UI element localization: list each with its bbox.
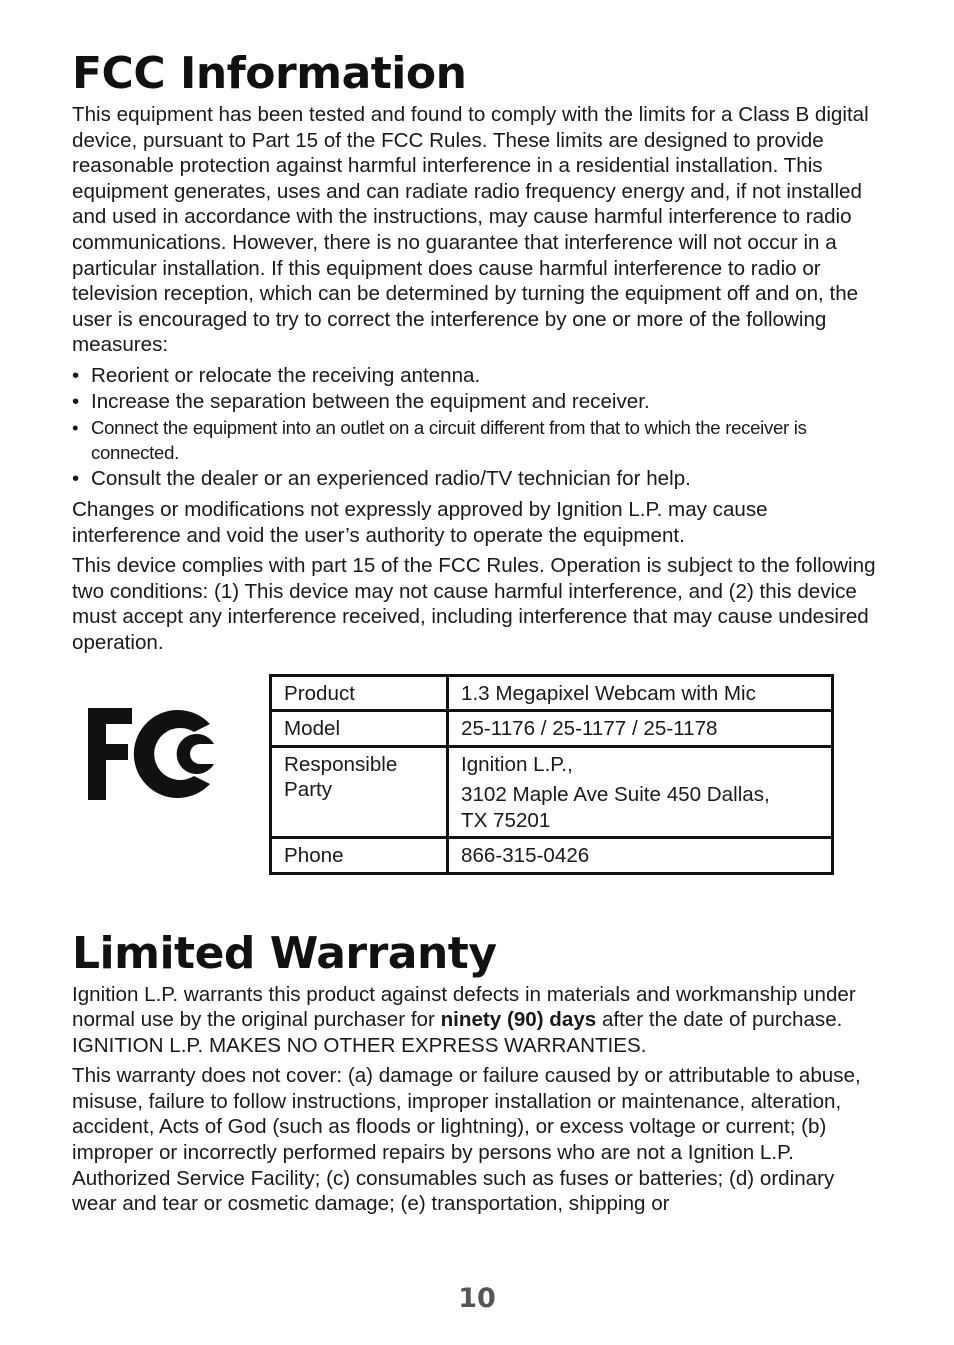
table-label-cell: Product [271,675,448,711]
party-label-line: Party [284,778,333,802]
page-number: 10 [458,1283,496,1314]
warranty-text: after the date of purchase. IGNITION L.P. MAKES NO OTHER EXPRESS WARRANTIES. [72,1008,843,1057]
table-value-cell: 866-315-0426 [448,838,833,874]
warranty-period: ninety (90) days [440,1008,597,1032]
party-address-line: 3102 Maple Ave Suite 450 Dallas, [461,783,770,807]
table-row [271,711,833,747]
table-row [271,746,833,838]
warranty-text: Ignition L.P. warrants this product against defects in materials and workmanship under normal use by the original purchaser for [72,982,856,1032]
table-label-cell: Model [271,711,448,747]
list-item: • Reorient or relocate the receiving antenna. [72,363,882,389]
party-name: Ignition L.P., [461,752,573,776]
fcc-logo-icon [86,706,220,802]
table-row [271,838,833,874]
party-address-line: TX 75201 [461,808,551,832]
warranty-paragraph-2: This warranty does not cover: (a) damage or failure caused by or attributable to abuse, misuse, failure to follow instructions, improper installation or maintenance, alteration, accident, Acts of God (such as floods or lightning), or excess voltage or current; (b) improper or incorrectly performed repairs by persons who are not a Ignition L.P. Authorized Service Facility; (c) consumables such as fuses or batteries; (d) ordinary wear and tear or cosmetic damage; (e) transportation, shipping or [72,1064,861,1216]
warranty-paragraph-1 [72,982,882,1059]
list-item: • Increase the separation between the equipment and receiver. [72,389,882,415]
list-item: • Connect the equipment into an outlet on a circuit different from that to which the receiver is connected. [72,415,882,466]
table-row [271,675,833,711]
table-value-cell [448,746,833,838]
list-item: • Consult the dealer or an experienced radio/TV technician for help. [72,466,882,492]
table-value-cell: 1.3 Megapixel Webcam with Mic [448,675,833,711]
product-info-table [269,674,834,876]
fcc-changes-paragraph: Changes or modifications not expressly approved by Ignition L.P. may cause interference and void the user’s authority to operate the equipment. [72,497,768,547]
fcc-measures-list [72,363,882,492]
page-content [72,46,882,1217]
table-label-cell: Phone [271,838,448,874]
warranty-heading: Limited Warranty [72,927,497,979]
fcc-declaration-block [72,674,882,880]
party-label-line: Responsible [284,752,398,776]
fcc-intro-paragraph: This equipment has been tested and found to comply with the limits for a Class B digital device, pursuant to Part 15 of the FCC Rules. These limits are designed to provide reasonable protection against harmful interference in a residential installation. This equipment generates, uses and can radiate radio frequency energy and, if not installed and used in accordance with the instructions, may cause harmful interference to radio communications. However, there is no guarantee that interference will not occur in a particular installation. If this equipment does cause harmful interference to radio or television reception, which can be determined by turning the equipment off and on, the user is encouraged to try to correct the interference by one or more of the following measures: [72,103,869,357]
fcc-heading: FCC Information [72,48,467,99]
table-value-cell: 25-1176 / 25-1177 / 25-1178 [448,711,833,747]
fcc-compliance-paragraph: This device complies with part 15 of the FCC Rules. Operation is subject to the following two conditions: (1) This device may not cause harmful interference, and (2) this device must accept any interference received, including interference that may cause undesired operation. [72,554,876,654]
table-label-cell [271,746,448,838]
